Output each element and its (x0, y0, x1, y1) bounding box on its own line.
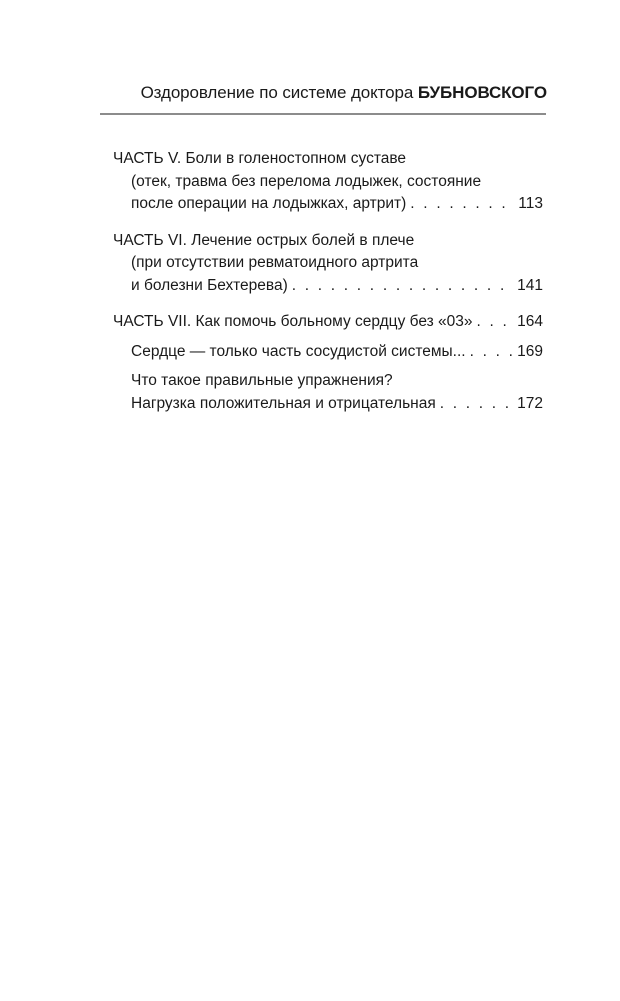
toc-entry-subtitle: после операции на лодыжках, артрит) (131, 195, 407, 212)
toc-entry-last-line (113, 193, 543, 216)
toc-entry-part-7[interactable] (113, 311, 543, 334)
dot-leader (410, 193, 514, 216)
toc-entry-part-5[interactable] (113, 148, 543, 216)
page-number: 169 (517, 342, 543, 360)
toc-entry-title: ЧАСТЬ VII. Как помочь больному сердцу без «03» (113, 313, 473, 330)
dot-leader (440, 393, 513, 416)
toc-entry-title: Что такое правильные упражнения? (131, 372, 393, 389)
toc-entry-subtitle: и болезни Бехтерева) (131, 276, 288, 294)
header-divider (100, 113, 546, 115)
toc-entry-title: ЧАСТЬ VI. Лечение острых болей в плече (113, 231, 415, 249)
toc-entry-exercises[interactable] (113, 370, 543, 415)
dot-leader (470, 341, 514, 364)
table-of-contents (113, 148, 543, 415)
toc-entry-last-line (113, 341, 543, 364)
toc-entry-title: ЧАСТЬ V. Боли в голеностопном суставе (113, 150, 407, 167)
page-number: 141 (517, 276, 543, 294)
toc-entry-subtitle: (отек, травма без перелома лодыжек, состояние (131, 172, 482, 190)
toc-entry-title: Сердце — только часть сосудистой системы... (131, 342, 466, 360)
toc-entry-subtitle: Нагрузка положительная и отрицательная (131, 394, 436, 412)
running-head-title: Оздоровление по системе доктора (140, 83, 414, 102)
dot-leader (292, 275, 513, 298)
page-number: 172 (517, 394, 543, 412)
toc-entry-subtitle: (при отсутствии ревматоидного артрита (131, 254, 419, 271)
dot-leader (477, 311, 514, 334)
toc-entry-part-6[interactable] (113, 230, 543, 298)
toc-entry-last-line (113, 275, 543, 298)
toc-entry-last-line (113, 393, 543, 416)
toc-entry-heart-vascular[interactable] (113, 341, 543, 364)
toc-entry-last-line (113, 311, 543, 334)
page-number: 164 (517, 313, 543, 330)
running-head (0, 81, 547, 105)
page-number: 113 (518, 195, 543, 212)
running-head-author: БУБНОВСКОГО (417, 83, 547, 102)
